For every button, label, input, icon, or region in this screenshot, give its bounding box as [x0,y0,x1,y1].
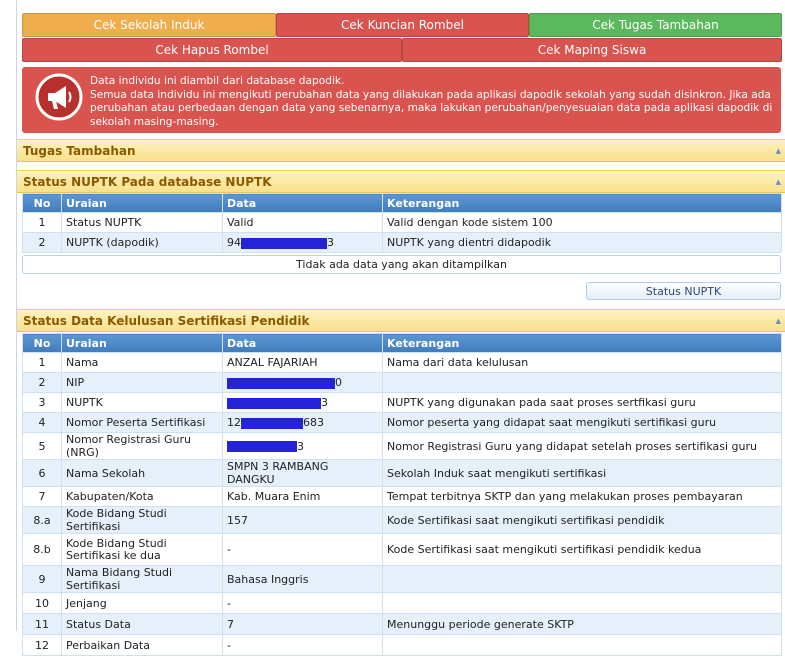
cell-keterangan: Menunggu periode generate SKTP [383,614,782,635]
cell-keterangan: Kode Sertifikasi saat mengikuti sertifikasi pendidik [383,507,782,534]
cell-data [223,593,383,614]
cell-no: 3 [23,393,62,413]
data-text: 157 [227,513,248,527]
cell-uraian: Status NUPTK [62,213,223,233]
header-data[interactable]: Data [223,334,383,353]
cell-keterangan: NUPTK yang dientri didapodik [383,233,782,253]
cell-no: 2 [23,373,62,393]
header-no[interactable]: No [23,334,62,353]
cell-uraian: Nomor Peserta Sertifikasi [62,413,223,433]
redaction-block [227,398,321,409]
cell-uraian: Nama Sekolah [62,460,223,487]
table-row [23,635,782,656]
cell-no: 5 [23,433,62,460]
cell-uraian: Status Data [62,614,223,635]
cell-keterangan: Kode Sertifikasi saat mengikuti sertifikasi pendidik kedua [383,534,782,566]
cell-no: 1 [23,213,62,233]
table-row [23,353,782,373]
header-data[interactable]: Data [223,194,383,213]
table-row [23,413,782,433]
cell-data [223,507,383,534]
panel-tugas-tambahan[interactable] [17,139,785,162]
megaphone-icon [35,73,83,121]
table-row [23,487,782,507]
table-row [23,433,782,460]
cell-no: 12 [23,635,62,656]
redaction-block [241,238,327,249]
header-keterangan[interactable]: Keterangan [383,334,782,353]
cek-kuncian-rombel-button[interactable]: Cek Kuncian Rombel [276,13,529,37]
cek-hapus-rombel-button[interactable]: Cek Hapus Rombel [22,38,402,62]
cek-tugas-tambahan-button[interactable]: Cek Tugas Tambahan [529,13,782,37]
cell-no: 1 [23,353,62,373]
collapse-icon[interactable]: ▲ [775,178,781,186]
cell-keterangan: Nama dari data kelulusan [383,353,782,373]
table-header-row [23,334,782,353]
alert-line-2: Semua data individu ini mengikuti perubahan data yang dilakukan pada aplikasi dapodik sekolah yang sudah disinkron. Jika ada perubahan atau perbedaan dengan data yang sebenarnya, maka lakukan perubahan/penyesuaian data pada aplikasi dapodik di sekolah masing-masing. [90,88,773,128]
collapse-icon[interactable]: ▲ [775,317,781,325]
cell-uraian: Perbaikan Data [62,635,223,656]
cell-data [223,534,383,566]
cell-data [223,213,383,233]
table-row [23,460,782,487]
cell-uraian: Nama Bidang Studi Sertifikasi [62,566,223,593]
cek-sekolah-induk-button[interactable]: Cek Sekolah Induk [22,13,276,37]
table-header-row [23,194,782,213]
cell-data [223,614,383,635]
cell-no: 4 [23,413,62,433]
panel-title: Tugas Tambahan [23,143,136,158]
data-text-end: 683 [303,416,324,429]
data-text: SMPN 3 RAMBANG DANGKU [227,460,329,486]
cell-data [223,433,383,460]
cell-keterangan: Tempat terbitnya SKTP dan yang melakukan proses pembayaran [383,487,782,507]
cell-no: 8.a [23,507,62,534]
cell-data [223,233,383,253]
cell-uraian: NIP [62,373,223,393]
cell-uraian: Kode Bidang Studi Sertifikasi [62,507,223,534]
data-text: - [227,596,231,610]
redaction-block [241,418,303,429]
table-row [23,233,782,253]
data-text: 94 [227,236,241,249]
cell-data [223,393,383,413]
collapse-icon[interactable]: ▲ [775,147,781,155]
cek-maping-siswa-button[interactable]: Cek Maping Siswa [402,38,782,62]
data-text: - [227,543,231,556]
data-text: Kab. Muara Enim [227,490,321,503]
cell-uraian: Kabupaten/Kota [62,487,223,507]
status-nuptk-button[interactable]: Status NUPTK [586,282,781,300]
panel-sertifikasi[interactable] [17,309,785,332]
data-text: ANZAL FAJARIAH [227,356,318,369]
data-text: Valid [227,216,254,229]
cell-no: 6 [23,460,62,487]
cell-data [223,373,383,393]
data-text-end: 0 [335,376,342,389]
cell-no: 2 [23,233,62,253]
table-row [23,614,782,635]
header-keterangan[interactable]: Keterangan [383,194,782,213]
table-row [23,507,782,534]
panel-status-nuptk[interactable] [17,170,785,193]
panel-title: Status Data Kelulusan Sertifikasi Pendidik [23,313,310,328]
redaction-block [227,441,297,452]
cell-data [223,460,383,487]
sertifikasi-table [22,333,782,656]
nuptk-table [22,193,782,253]
cell-keterangan [383,593,782,614]
alert-message [90,75,773,129]
data-text-end: 3 [297,439,304,453]
data-text-end: 3 [321,396,328,409]
cell-uraian: Kode Bidang Studi Sertifikasi ke dua [62,534,223,566]
cell-keterangan [383,566,782,593]
cell-uraian: NUPTK (dapodik) [62,233,223,253]
cell-no: 11 [23,614,62,635]
table-row [23,393,782,413]
redaction-block [227,378,335,389]
cell-data [223,487,383,507]
table-row [23,593,782,614]
cell-no: 7 [23,487,62,507]
data-text: Bahasa Inggris [227,572,309,586]
cell-keterangan: Sekolah Induk saat mengikuti sertifikasi [383,460,782,487]
cell-data [223,353,383,373]
data-text: - [227,638,231,652]
cell-no: 9 [23,566,62,593]
data-text-end: 3 [327,236,334,249]
cell-keterangan [383,373,782,393]
alert-line-1: Data individu ini diambil dari database dapodik. [90,75,345,87]
cell-keterangan: Valid dengan kode sistem 100 [383,213,782,233]
cell-no: 10 [23,593,62,614]
table-row [23,213,782,233]
button-row-1 [22,13,782,37]
table-row [23,534,782,566]
table-row [23,566,782,593]
cell-keterangan: NUPTK yang digunakan pada saat proses sertfikasi guru [383,393,782,413]
cell-data [223,566,383,593]
cell-keterangan [383,635,782,656]
cell-uraian: Nomor Registrasi Guru (NRG) [62,433,223,460]
cell-uraian: Nama [62,353,223,373]
info-alert [22,67,781,133]
cell-keterangan: Nomor peserta yang didapat saat mengikuti sertifikasi guru [383,413,782,433]
data-text: 7 [227,617,234,631]
cell-keterangan: Nomor Registrasi Guru yang didapat setelah proses sertifikasi guru [383,433,782,460]
header-uraian[interactable]: Uraian [62,334,223,353]
cell-uraian: NUPTK [62,393,223,413]
table-row [23,373,782,393]
button-row-2 [22,38,782,62]
cell-data [223,413,383,433]
panel-title: Status NUPTK Pada database NUPTK [23,174,272,189]
header-uraian[interactable]: Uraian [62,194,223,213]
cell-no: 8.b [23,534,62,566]
cell-uraian: Jenjang [62,593,223,614]
cell-data [223,635,383,656]
data-text: 12 [227,416,241,429]
empty-state: Tidak ada data yang akan ditampilkan [22,255,781,274]
header-no[interactable]: No [23,194,62,213]
